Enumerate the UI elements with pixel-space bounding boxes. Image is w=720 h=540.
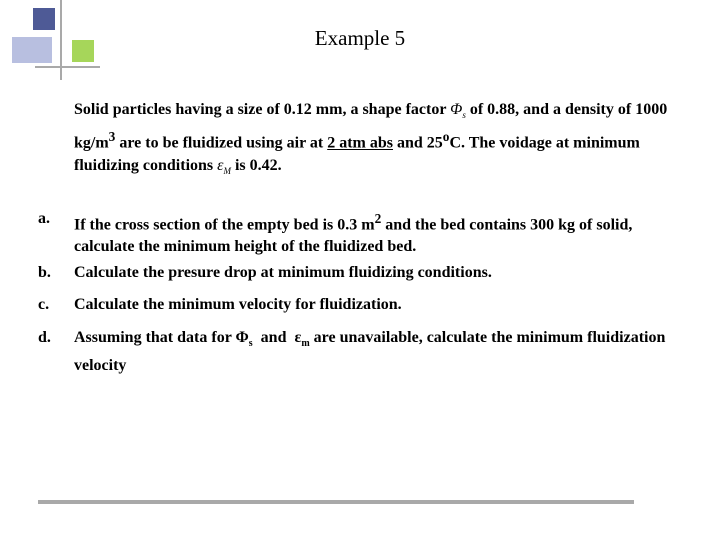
phi-subscript: s (248, 338, 253, 350)
intro-text: is 0.42. (234, 156, 282, 174)
question-text: Calculate the minimum velocity for fluidization. (74, 296, 402, 313)
question-text: Assuming that data for (74, 329, 232, 346)
phi-symbol: Φ (235, 329, 249, 346)
question-text: and (260, 329, 287, 346)
question-label: c. (38, 296, 50, 313)
superscript: 3 (108, 129, 116, 145)
pressure-value: 2 atm abs (327, 134, 393, 152)
deco-horizontal-line (35, 66, 100, 68)
intro-text: minimum fluidizing conditions (74, 134, 640, 174)
intro-text: are to be fluidized using air at (119, 134, 324, 152)
question-text: and the bed contains 300 kg of solid, calculate the minimum height of the fluidized bed. (74, 216, 633, 256)
intro-text: Solid particles having a size of 0.12 mm, a shape factor (74, 101, 447, 118)
epsilon-subscript: M (223, 165, 231, 176)
intro-text: and 25 (396, 134, 443, 152)
intro-text: C. The voidage at (449, 134, 570, 152)
epsilon-symbol: ε (217, 156, 224, 174)
intro-text: of 0.88, and a density (469, 101, 614, 118)
question-label: b. (38, 264, 51, 281)
phi-subscript: s (462, 110, 466, 121)
problem-statement (74, 99, 699, 182)
question-text: If the cross section of the empty bed is 0.3 m (74, 216, 375, 234)
epsilon-symbol: ε (294, 329, 302, 346)
question-text: are unavailable, calculate the minimum fluidization velocity (74, 329, 666, 375)
question-label: a. (38, 210, 50, 227)
slide-title: Example 5 (314, 26, 406, 50)
phi-symbol: Φ (450, 101, 463, 118)
intro-text: of 1000 kg/m (74, 101, 668, 152)
epsilon-subscript: m (301, 338, 310, 350)
question-label: d. (38, 329, 51, 346)
question-text: Calculate the presure drop at minimum fluidizing conditions. (74, 264, 492, 281)
superscript: 2 (374, 211, 382, 226)
footer-divider (38, 500, 634, 504)
degree-superscript: o (442, 129, 450, 145)
